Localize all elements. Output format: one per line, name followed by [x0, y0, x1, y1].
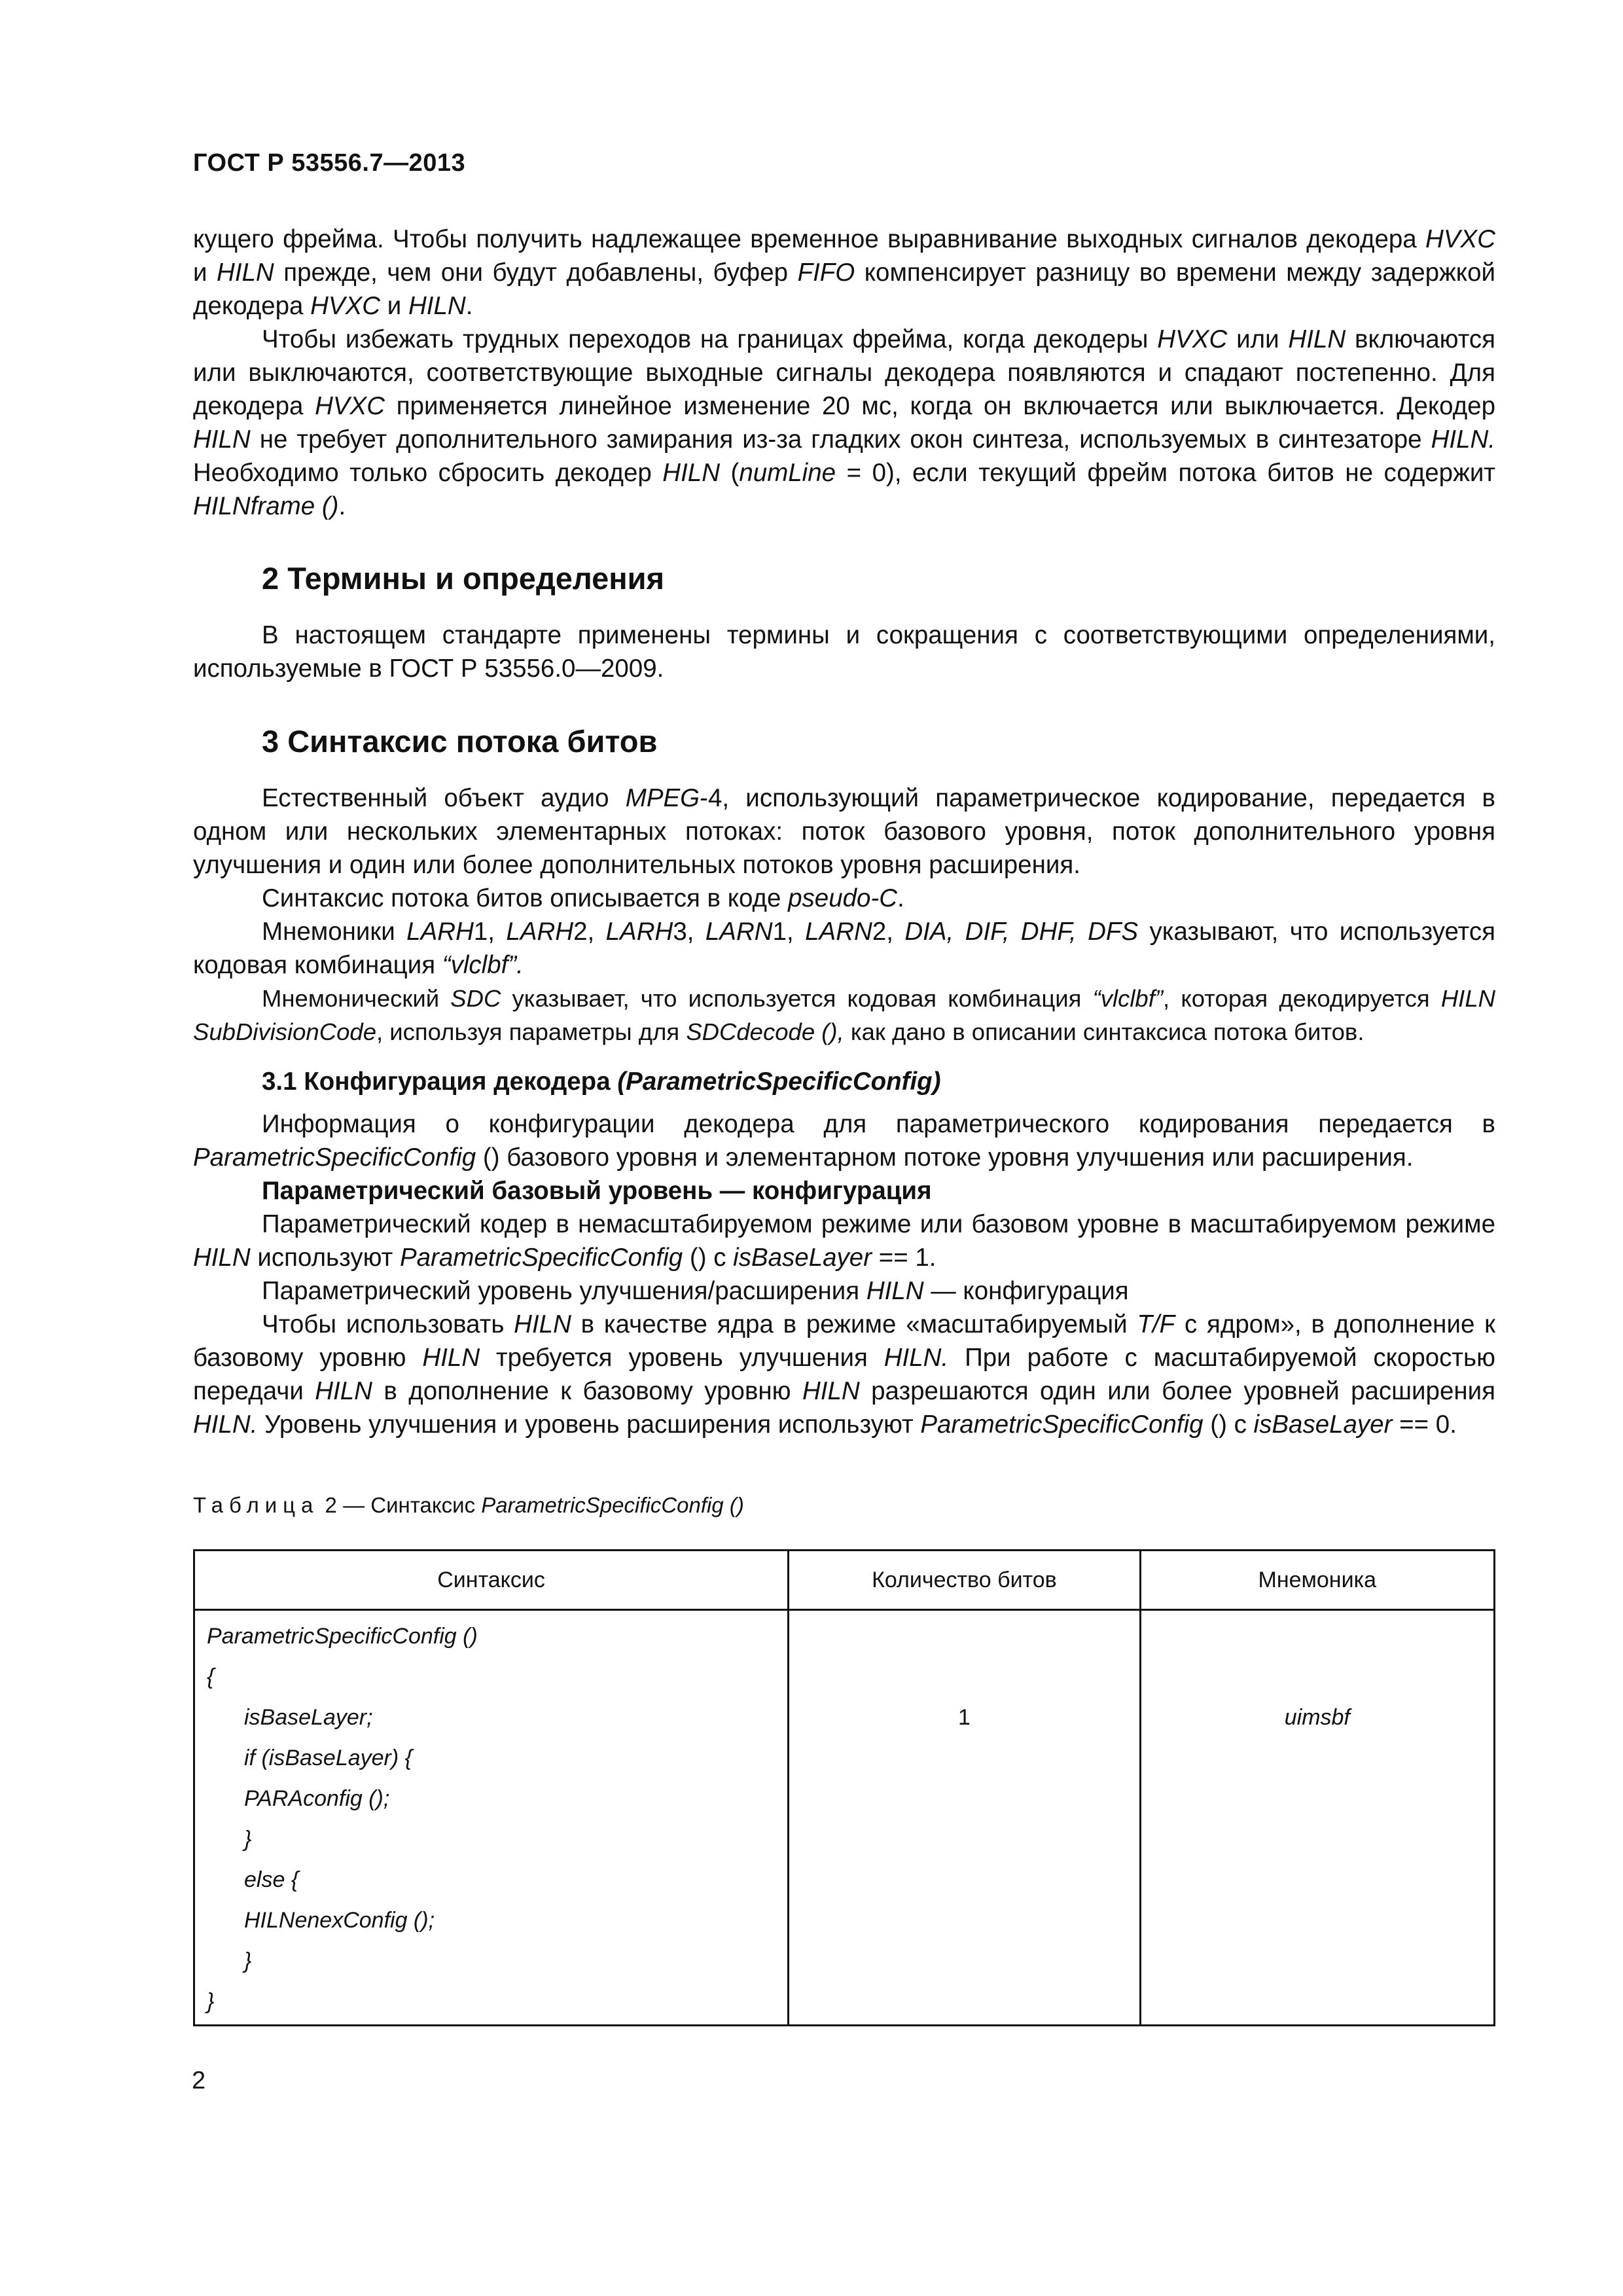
text-run: кущего фрейма. Чтобы получить надлежащее временное выравнивание выходных сигналов декодера — [193, 225, 1426, 253]
text-run: — конфигурация — [923, 1277, 1129, 1305]
italic-run: HVXC — [315, 392, 385, 420]
page-number: 2 — [192, 2067, 206, 2094]
text-run: , которая декодируется — [1163, 985, 1441, 1012]
table-row — [194, 1610, 1495, 2026]
syntax-table — [193, 1549, 1495, 2026]
code-line: } — [244, 1948, 252, 1973]
text-run: == 1. — [872, 1244, 936, 1272]
italic-run: HVXC — [310, 292, 381, 320]
text-run: () базового уровня и элементарном потоке уровня улучшения или расширения. — [476, 1143, 1414, 1172]
text-run: . — [338, 492, 346, 520]
section-3-1-heading — [262, 1065, 1495, 1098]
section-3-1-paragraph-1 — [193, 1107, 1495, 1174]
text-run: = 0), если текущий фрейм потока битов не содержит — [836, 459, 1495, 487]
text-run: в качестве ядра в режиме «масштабируемый — [571, 1310, 1137, 1338]
text-run: Информация о конфигурации декодера для параметрического кодирования передается в — [262, 1110, 1495, 1138]
text-run: 3.1 Конфигурация декодера — [262, 1067, 618, 1096]
italic-run: LARH — [506, 918, 574, 946]
text-run: . — [897, 884, 904, 912]
text-run: При работе с масштабируемой скоростью передачи — [193, 1344, 1495, 1405]
text-run: Параметрический уровень улучшения/расширения — [262, 1277, 866, 1305]
italic-run: HILN. — [1431, 425, 1495, 454]
table-header-row — [194, 1551, 1495, 1610]
italic-run: LARN — [805, 918, 872, 946]
text-run: () с — [683, 1244, 734, 1272]
italic-run: HILN. — [193, 1410, 258, 1439]
table-caption-text: 2 — Синтаксис — [319, 1493, 482, 1517]
section-3-heading: 3 Синтаксис потока битов — [262, 724, 658, 759]
section-3-1-paragraph-4 — [193, 1274, 1495, 1308]
italic-run: pseudo-C — [788, 884, 898, 912]
text-run: 1, — [473, 918, 507, 946]
italic-run: ParametricSpecificConfig — [193, 1143, 476, 1172]
text-run: применяется линейное изменение 20 мс, когда он включается или выключается. Декодер — [385, 392, 1495, 420]
text-run: указывает, что используется кодовая комбинация — [501, 985, 1093, 1012]
text-run: , используя параметры для — [376, 1018, 687, 1045]
text-run: Мнемонический — [262, 985, 451, 1012]
italic-run: HVXC — [1157, 325, 1228, 353]
code-line: { — [207, 1664, 215, 1689]
text-run: () с — [1203, 1410, 1254, 1439]
italic-run: HILN — [866, 1277, 924, 1305]
italic-run: FIFO — [797, 259, 855, 287]
text-run: Мнемоники — [262, 918, 407, 946]
text-run: Необходимо только сбросить декодер — [193, 459, 663, 487]
text-run: Чтобы использовать — [262, 1310, 514, 1338]
italic-run: HILNframe () — [193, 492, 339, 520]
italic-run: HILN — [408, 292, 466, 320]
italic-run: “vlclbf”. — [442, 951, 524, 979]
text-run: или — [1227, 325, 1289, 353]
text-run: Параметрический кодер в немасштабируемом режиме или базовом уровне в масштабируемом режиме — [262, 1210, 1495, 1238]
intro-paragraph-2 — [193, 323, 1495, 523]
code-line: isBaseLayer; — [244, 1705, 373, 1730]
italic-run: SDCdecode (), — [686, 1018, 844, 1045]
section-3-paragraph-4 — [193, 982, 1495, 1049]
italic-run: HILN — [802, 1377, 860, 1405]
section-3-paragraph-3 — [193, 915, 1495, 982]
italic-run: HVXC — [1425, 225, 1495, 253]
header-syntax: Синтаксис — [194, 1551, 789, 1610]
italic-run: isBaseLayer — [733, 1244, 872, 1272]
section-3-body — [193, 781, 1495, 1049]
section-3-1-paragraph-5 — [193, 1308, 1495, 1441]
code-line: HILNenexConfig (); — [244, 1908, 435, 1933]
code-line: ParametricSpecificConfig () — [207, 1624, 478, 1649]
code-line: } — [244, 1827, 252, 1852]
italic-run: MPEG — [625, 784, 700, 812]
italic-run: SDC — [450, 985, 501, 1012]
italic-run: HILN — [1288, 325, 1346, 353]
section-2-heading: 2 Термины и определения — [262, 561, 664, 596]
italic-run: HILN — [193, 425, 251, 454]
italic-run: LARH — [605, 918, 673, 946]
document-header: ГОСТ Р 53556.7—2013 — [193, 149, 466, 177]
syntax-code-cell — [194, 1610, 789, 2026]
section-2-body — [193, 619, 1495, 685]
italic-run: isBaseLayer — [1253, 1410, 1393, 1439]
section-3-1-body — [193, 1065, 1495, 1441]
italic-run: (ParametricSpecificConfig) — [617, 1067, 941, 1096]
table-caption — [193, 1491, 744, 1520]
section-3-1-paragraph-3 — [193, 1208, 1495, 1274]
italic-run: HILN SubDivisionCode — [193, 985, 1495, 1045]
header-mnemonic: Мнемоника — [1140, 1551, 1494, 1610]
text-run: 2, — [573, 918, 606, 946]
italic-run: LARN — [705, 918, 773, 946]
italic-run: HILN — [193, 1244, 251, 1272]
section-2-paragraph: В настоящем стандарте применены термины и сокращения с соответствующими определениями, используемые в ГОСТ Р 53556.0—2009. — [193, 621, 1495, 683]
text-run: не требует дополнительного замирания из-за гладких окон синтеза, используемых в синтезаторе — [250, 425, 1431, 454]
code-line: else { — [244, 1867, 299, 1892]
italic-run: DIA, DIF, DHF, DFS — [904, 918, 1139, 946]
text-run: включаются или выключаются, соответствующие выходные сигналы декодера появляются и спадают постепенно. Для декодера — [193, 325, 1496, 420]
text-run: требуется уровень улучшения — [480, 1344, 884, 1372]
text-run: Синтаксис потока битов описывается в коде — [262, 884, 789, 912]
italic-run: T/F — [1137, 1310, 1175, 1338]
text-run: как дано в описании синтаксиса потока битов. — [844, 1018, 1364, 1045]
text-run: 3, — [673, 918, 705, 946]
italic-run: ParametricSpecificConfig — [920, 1410, 1204, 1439]
italic-run: HILN — [514, 1310, 571, 1338]
text-run: 1, — [772, 918, 806, 946]
italic-run: HILN — [662, 459, 721, 487]
italic-run: HILN. — [883, 1344, 949, 1372]
text-run: указывают, что используется кодовая комбинация — [193, 918, 1495, 979]
intro-block — [193, 223, 1495, 523]
intro-paragraph-1 — [193, 223, 1495, 323]
text-run: -4, использующий параметрическое кодирование, передается в одном или нескольких элементарных потоках: поток базового уровня, поток дополнительного уровня улучшения и один или более дополнительных потоков уровня расширения. — [193, 784, 1495, 879]
header-bits: Количество битов — [789, 1551, 1140, 1610]
italic-run: HILN — [422, 1344, 480, 1372]
section-3-1-paragraph-2: Параметрический базовый уровень — конфигурация — [262, 1177, 932, 1205]
section-3-paragraph-1 — [193, 781, 1495, 882]
italic-run: “vlclbf” — [1092, 985, 1164, 1012]
text-run: Чтобы избежать трудных переходов на границах фрейма, когда декодеры — [262, 325, 1158, 353]
text-run: == 0. — [1392, 1410, 1457, 1439]
text-run: Уровень улучшения и уровень расширения используют — [257, 1410, 921, 1439]
code-line: } — [207, 1989, 215, 2014]
text-run: компенсирует разницу во времени между задержкой декодера — [193, 259, 1495, 320]
text-run: . — [465, 292, 473, 320]
text-run: в дополнение к базовому уровню — [372, 1377, 802, 1405]
text-run: разрешаются один или более уровней расширения — [859, 1377, 1496, 1405]
code-line: if (isBaseLayer) { — [244, 1746, 412, 1770]
code-line: PARAconfig (); — [244, 1786, 390, 1811]
text-run: ( — [720, 459, 740, 487]
italic-run: numLine — [739, 459, 836, 487]
text-run: Естественный объект аудио — [262, 784, 626, 812]
text-run: с ядром», в дополнение к базовому уровню — [193, 1310, 1495, 1372]
bits-cell: 1 — [789, 1610, 1140, 2026]
text-run: 2, — [872, 918, 905, 946]
italic-run: LARH — [406, 918, 474, 946]
table-caption-label: Таблица — [193, 1493, 319, 1517]
mnemonic-cell: uimsbf — [1140, 1610, 1494, 2026]
text-run: прежде, чем они будут добавлены, буфер — [274, 259, 798, 287]
table-caption-italic: ParametricSpecificConfig () — [481, 1493, 744, 1517]
italic-run: HILN — [217, 259, 274, 287]
section-3-paragraph-2 — [193, 882, 1495, 915]
text-run: используют — [250, 1244, 400, 1272]
italic-run: HILN — [315, 1377, 372, 1405]
text-run: и — [193, 259, 217, 287]
text-run: и — [380, 292, 408, 320]
italic-run: ParametricSpecificConfig — [399, 1244, 683, 1272]
